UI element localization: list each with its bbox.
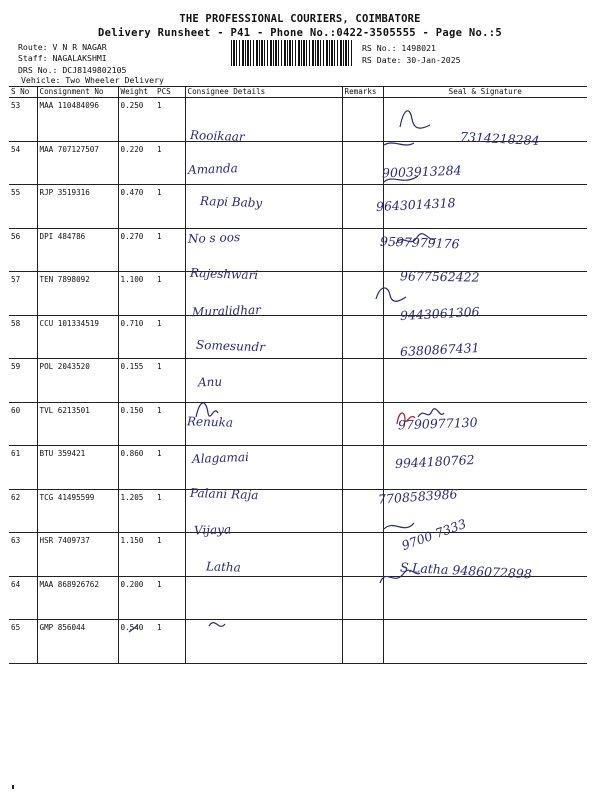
weight: 0.150 xyxy=(118,402,155,446)
table-row xyxy=(9,402,587,446)
scan-mark xyxy=(12,785,14,789)
consignment-no: TCG 41495599 xyxy=(37,489,118,533)
remarks-cell xyxy=(342,359,383,403)
consignee-handwritten-name: Latha xyxy=(205,559,242,575)
consignee-handwritten-name: Amanda xyxy=(187,160,238,177)
consignment-no: MAA 868926762 xyxy=(37,576,118,620)
consignment-no: MAA 110484096 xyxy=(37,98,118,142)
signature-cell xyxy=(383,620,587,664)
table-row xyxy=(9,620,587,664)
weight: 0.200 xyxy=(118,576,155,620)
sno: 53 xyxy=(9,98,37,142)
col-weight: Weight xyxy=(118,87,155,98)
remarks-cell xyxy=(342,620,383,664)
table-row xyxy=(9,359,587,403)
table-row xyxy=(9,315,587,359)
company-title: THE PROFESSIONAL COURIERS, COIMBATORE xyxy=(179,13,421,25)
vehicle-label: Vehicle: Two Wheeler Delivery xyxy=(21,75,164,85)
table-row xyxy=(9,576,587,620)
sno: 61 xyxy=(9,446,37,490)
consignment-no: TVL 6213501 xyxy=(37,402,118,446)
runsheet-subtitle: Delivery Runsheet - P41 - Phone No.:0422-3505555 - Page No.:5 xyxy=(98,27,502,39)
consignee-handwritten-name: Renuka xyxy=(186,414,234,430)
rs-date: RS Date: 30-Jan-2025 xyxy=(362,55,461,65)
signature-scribble xyxy=(414,403,464,433)
remarks-cell xyxy=(342,141,383,185)
consignment-no: GMP 856044 xyxy=(37,620,118,664)
col-pcs: PCS xyxy=(155,87,185,98)
remarks-cell xyxy=(342,446,383,490)
signature-handwritten: 9677562422 xyxy=(399,268,480,285)
consignee-handwritten-name: Rapi Baby xyxy=(199,193,263,211)
consignee-handwritten-name: Anu xyxy=(197,374,223,389)
sno: 60 xyxy=(9,402,37,446)
signature-scribble xyxy=(380,515,430,545)
pcs: 1 xyxy=(155,141,185,185)
signature-handwritten: 9003913284 xyxy=(381,162,462,180)
weight: 0.710 xyxy=(118,315,155,359)
col-remarks: Remarks xyxy=(342,87,383,98)
sno: 56 xyxy=(9,228,37,272)
pcs: 1 xyxy=(155,620,185,664)
consignee-handwritten-name: Alagamai xyxy=(191,449,250,466)
consignee-handwritten-name: Palani Raja xyxy=(189,485,259,503)
sno: 59 xyxy=(9,359,37,403)
signature-scribble xyxy=(376,565,426,595)
signature-scribble xyxy=(205,612,255,642)
consignee-handwritten-name: Muralidhar xyxy=(191,302,262,319)
sno: 63 xyxy=(9,533,37,577)
sno: 58 xyxy=(9,315,37,359)
consignment-no: TEN 7898092 xyxy=(37,272,118,316)
consignment-no: HSR 7409737 xyxy=(37,533,118,577)
col-signature: Seal & Signature xyxy=(383,87,587,98)
red-ink-mark xyxy=(395,408,419,428)
consignee-handwritten-name: No s oos xyxy=(187,229,241,246)
sno: 54 xyxy=(9,141,37,185)
route-label: Route: V N R NAGAR xyxy=(18,42,107,52)
sno: 65 xyxy=(9,620,37,664)
sno: 64 xyxy=(9,576,37,620)
sno: 57 xyxy=(9,272,37,316)
weight: 0.470 xyxy=(118,185,155,229)
weight: 1.205 xyxy=(118,489,155,533)
remarks-cell xyxy=(342,402,383,446)
weight: 0.155 xyxy=(118,359,155,403)
signature-scribble xyxy=(380,135,430,165)
signature-handwritten: 9790977130 xyxy=(397,414,478,433)
pcs: 1 xyxy=(155,272,185,316)
table-row xyxy=(9,446,587,490)
consignment-no: DPI 484786 xyxy=(37,228,118,272)
signature-handwritten: 9643014318 xyxy=(375,194,456,215)
remarks-cell xyxy=(342,228,383,272)
remarks-cell xyxy=(342,315,383,359)
weight: 0.220 xyxy=(118,141,155,185)
consignment-no: RJP 3519316 xyxy=(37,185,118,229)
consignment-no: POL 2043520 xyxy=(37,359,118,403)
consignment-no: MAA 707127507 xyxy=(37,141,118,185)
pcs: 1 xyxy=(155,228,185,272)
col-consignment: Consignment No xyxy=(37,87,118,98)
weight: 0.270 xyxy=(118,228,155,272)
signature-handwritten: 7314218284 xyxy=(459,128,540,149)
pcs: 1 xyxy=(155,402,185,446)
col-consignee: Consignee Details xyxy=(185,87,342,98)
signature-scribble xyxy=(392,230,442,260)
consignee-handwritten-name: Rooikaar xyxy=(189,128,245,144)
consignee-handwritten-name: Somesundr xyxy=(195,337,266,355)
sno: 62 xyxy=(9,489,37,533)
consignee-handwritten-name: Vijaya xyxy=(193,521,232,538)
pcs: 1 xyxy=(155,185,185,229)
weight: 0.540 xyxy=(118,620,155,664)
weight: 1.100 xyxy=(118,272,155,316)
col-sno: S No xyxy=(9,87,37,98)
barcode xyxy=(231,40,354,66)
pcs: 1 xyxy=(155,98,185,142)
signature-handwritten: 9944180762 xyxy=(394,451,475,471)
pcs: 1 xyxy=(155,489,185,533)
signature-scribble xyxy=(125,622,175,652)
signature-scribble xyxy=(372,281,422,311)
drs-label: DRS No.: DCJ8149802105 xyxy=(18,65,127,75)
signature-cell xyxy=(383,359,587,403)
consignment-no: BTU 359421 xyxy=(37,446,118,490)
table-row xyxy=(9,228,587,272)
weight: 1.150 xyxy=(118,533,155,577)
staff-label: Staff: NAGALAKSHMI xyxy=(18,53,107,63)
pcs: 1 xyxy=(155,359,185,403)
signature-scribble xyxy=(192,395,242,425)
sno: 55 xyxy=(9,185,37,229)
signature-handwritten: 9443061306 xyxy=(399,303,480,323)
consignment-no: CCU 101334519 xyxy=(37,315,118,359)
weight: 0.860 xyxy=(118,446,155,490)
pcs: 1 xyxy=(155,315,185,359)
signature-handwritten: 9597979176 xyxy=(379,233,460,251)
table-row xyxy=(9,141,587,185)
table-header-row xyxy=(9,87,587,98)
signature-handwritten: 9700 7333 xyxy=(399,515,469,553)
consignee-handwritten-name: Rajeshwari xyxy=(189,265,259,283)
table-row xyxy=(9,272,587,316)
signature-handwritten: S.Latha 9486072898 xyxy=(399,559,533,582)
remarks-cell xyxy=(342,98,383,142)
signature-scribble xyxy=(396,103,446,133)
pcs: 1 xyxy=(155,533,185,577)
signature-handwritten: 7708583986 xyxy=(377,486,458,507)
signature-handwritten: 6380867431 xyxy=(399,339,480,360)
table-row xyxy=(9,489,587,533)
pcs: 1 xyxy=(155,576,185,620)
signature-scribble xyxy=(380,170,430,200)
rs-number: RS No.: 1498021 xyxy=(362,43,436,53)
table-row xyxy=(9,185,587,229)
weight: 0.250 xyxy=(118,98,155,142)
pcs: 1 xyxy=(155,446,185,490)
